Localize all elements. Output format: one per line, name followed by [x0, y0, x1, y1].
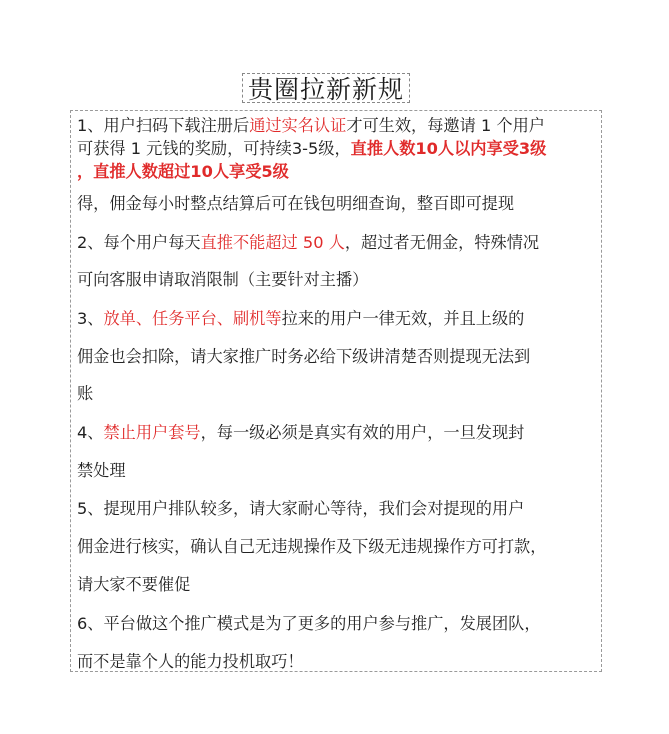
rule-text: 可获得 1 元钱的奖励，可持续3-5级，: [77, 139, 351, 158]
rule-line: [77, 460, 597, 482]
highlight-text: 禁止用户套号: [103, 423, 201, 442]
rule-line: [77, 574, 597, 596]
rule-line: [77, 161, 597, 183]
rule-text: 账: [77, 384, 94, 403]
rule-line: [77, 138, 597, 160]
rule-text: 才可生效，每邀请 1 个用户: [346, 116, 545, 135]
rule-line: [77, 383, 597, 405]
highlight-text: 直推人数10人以内享受3级: [350, 139, 547, 158]
rule-text: 2、每个用户每天: [77, 233, 201, 252]
rule-line: [77, 651, 597, 673]
rule-line: [77, 498, 597, 520]
rule-text: 1、用户扫码下载注册后: [77, 116, 250, 135]
rule-line: [77, 308, 597, 330]
rule-text: 6、平台做这个推广模式是为了更多的用户参与推广，发展团队，: [77, 614, 541, 633]
rule-text: ，每一级必须是真实有效的用户，一旦发现封: [200, 423, 525, 442]
rules-list: [70, 110, 602, 672]
rule-line: [77, 346, 597, 368]
rule-text: 得，佣金每小时整点结算后可在钱包明细查询，整百即可提现: [77, 194, 515, 213]
page-title: 贵圈拉新新规: [242, 73, 410, 103]
rule-text: 佣金进行核实，确认自己无违规操作及下级无违规操作方可打款，: [77, 537, 547, 556]
rule-text: 可向客服申请取消限制（主要针对主播）: [77, 270, 369, 289]
highlight-text: 通过实名认证: [249, 116, 347, 135]
rule-line: [77, 536, 597, 558]
rule-line: [77, 115, 597, 137]
rule-text: 佣金也会扣除，请大家推广时务必给下级讲清楚否则提现无法到: [77, 347, 531, 366]
rule-text: 3、: [77, 309, 104, 328]
rule-text: 5、提现用户排队较多，请大家耐心等待，我们会对提现的用户: [77, 499, 525, 518]
highlight-text: 直推不能超过 50 人: [200, 233, 345, 252]
rule-line: [77, 613, 597, 635]
rule-text: 4、: [77, 423, 104, 442]
rule-line: [77, 193, 597, 215]
rule-text: 而不是靠个人的能力投机取巧！: [77, 652, 304, 671]
rule-text: ，超过者无佣金，特殊情况: [344, 233, 540, 252]
highlight-text: ，直推人数超过10人享受5级: [77, 162, 289, 181]
rule-line: [77, 232, 597, 254]
rule-text: 拉来的用户一律无效，并且上级的: [281, 309, 525, 328]
rule-line: [77, 422, 597, 444]
rule-text: 请大家不要催促: [77, 575, 191, 594]
rule-text: 禁处理: [77, 461, 126, 480]
highlight-text: 放单、任务平台、刷机等: [103, 309, 282, 328]
rule-line: [77, 269, 597, 291]
